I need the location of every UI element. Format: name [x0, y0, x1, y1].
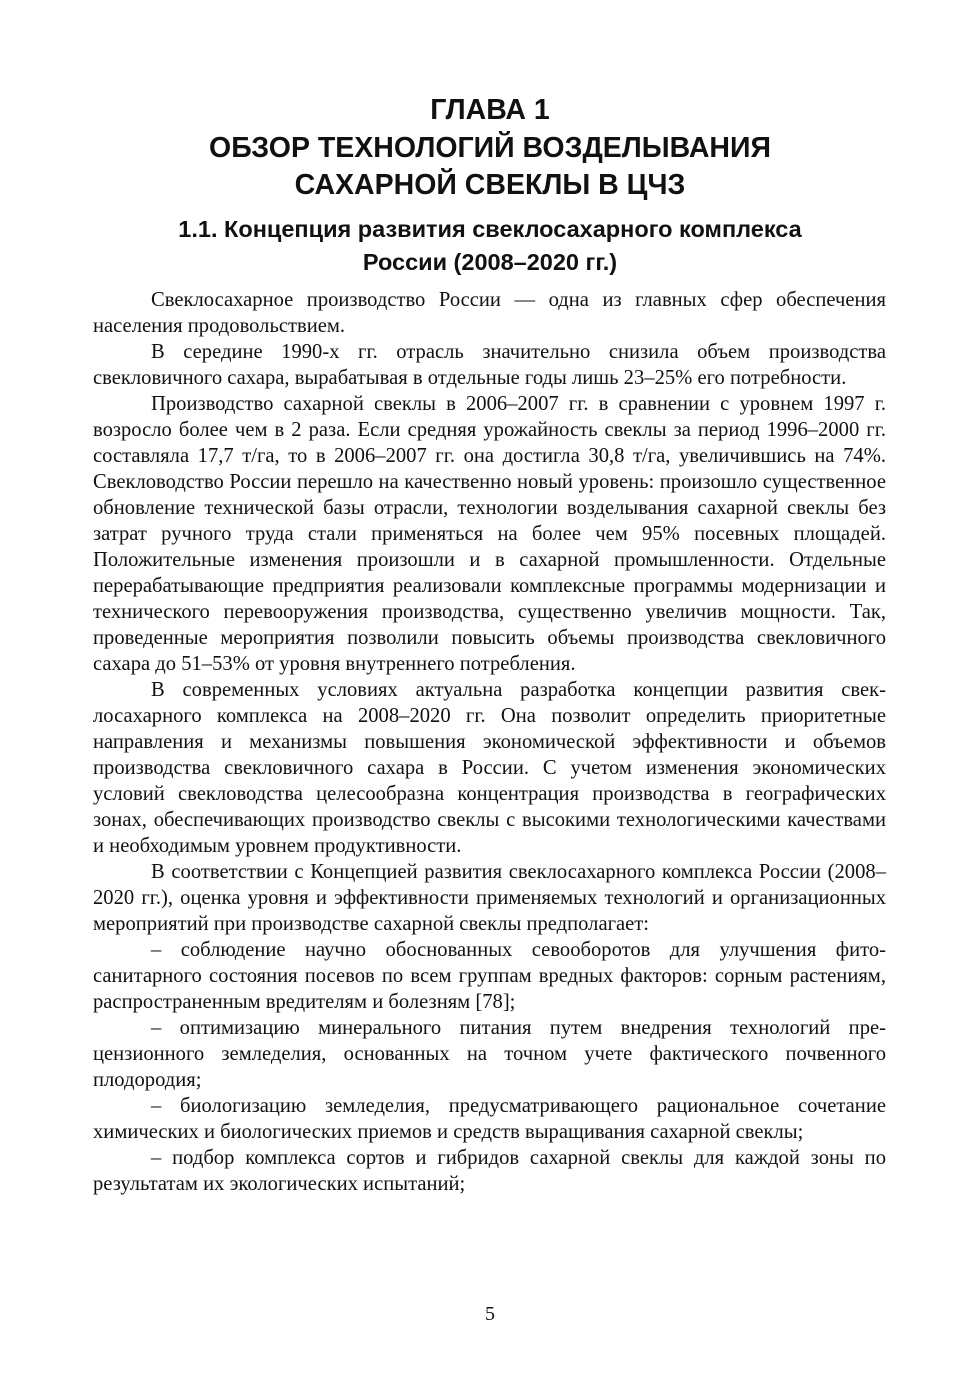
paragraph: В современных условиях актуальна разработка концепции развития свеклосахарного комплекса на 2008–2020 гг. Она позволит определить приоритетные направления и механизмы повышения экономической эффективности и объемов производства свекловичного сахара в России. С учетом изменения экономических условий свекловодства целесообразна концентрация производства в географических зонах, обеспечивающих производство свеклы с высокими технологическими качествами и необходимым уровнем продуктивности. — [93, 679, 886, 857]
paragraph: В соответствии с Концепцией развития свеклосахарного комплекса России (2008–2020 гг.), оценка уровня и эффективности применяемых технологий и организационных мероприятий при производстве сахарной свеклы предполагает: — [93, 861, 886, 935]
list-item: – соблюдение научно обоснованных севооборотов для улучшения фитосанитарного состояния посевов по всем группам вредных факторов: сорным растениям, распространенным вредителям и болезням [78]; — [93, 939, 886, 1013]
chapter-title-line: ГЛАВА 1 — [430, 94, 550, 126]
list-item: – биологизацию земледелия, предусматривающего рациональное сочетание химических и биологических приемов и средств выращивания сахарной свеклы; — [93, 1095, 886, 1143]
list-item: – подбор комплекса сортов и гибридов сахарной свеклы для каждой зоны по результатам их экологических испытаний; — [93, 1147, 886, 1195]
section-heading — [0, 213, 980, 279]
chapter-title — [0, 92, 980, 205]
chapter-title-line: САХАРНОЙ СВЕКЛЫ В ЦЧЗ — [294, 169, 686, 201]
paragraph: Свеклосахарное производство России — одна из главных сфер обеспечения населения продовольствием. — [93, 289, 886, 337]
page-number: 5 — [485, 1303, 495, 1325]
section-heading-line: 1.1. Концепция развития свеклосахарного комплекса — [178, 216, 802, 242]
list-item: – оптимизацию минерального питания путем внедрения технологий прецензионного земледелия, основанных на точном учете фактического почвенного плодородия; — [93, 1017, 886, 1091]
chapter-title-line: ОБЗОР ТЕХНОЛОГИЙ ВОЗДЕЛЫВАНИЯ — [209, 131, 771, 164]
body-text — [93, 287, 886, 1197]
paragraph: В середине 1990-х гг. отрасль значительно снизила объем производства свекловичного сахара, вырабатывая в отдельные годы лишь 23–25% его потребности. — [93, 341, 886, 389]
section-heading-line: России (2008–2020 гг.) — [362, 249, 618, 275]
paragraph: Производство сахарной свеклы в 2006–2007 гг. в сравнении с уровнем 1997 г. возросло более чем в 2 раза. Если средняя урожайность свеклы за период 1996–2000 гг. составляла 17,7 т/га, то в 2006–2007 гг. она достигла 30,8 т/га, увеличившись на 74%. Свекловодство России перешло на качественно новый уровень: произошло существенное обновление технической базы отрасли, технологии возделывания сахарной свеклы без затрат ручного труда стали применяться на более чем 95% посевных площадей. Положительные изменения произошли и в сахарной промышленности. Отдельные перерабатывающие предприятия реализовали комплексные программы модернизации и технического перевооружения производства, существенно увеличив мощности. Так, проведенные мероприятия позволили повысить объемы производства свекловичного сахара до 51–53% от уровня внутреннего потребления. — [93, 393, 886, 675]
